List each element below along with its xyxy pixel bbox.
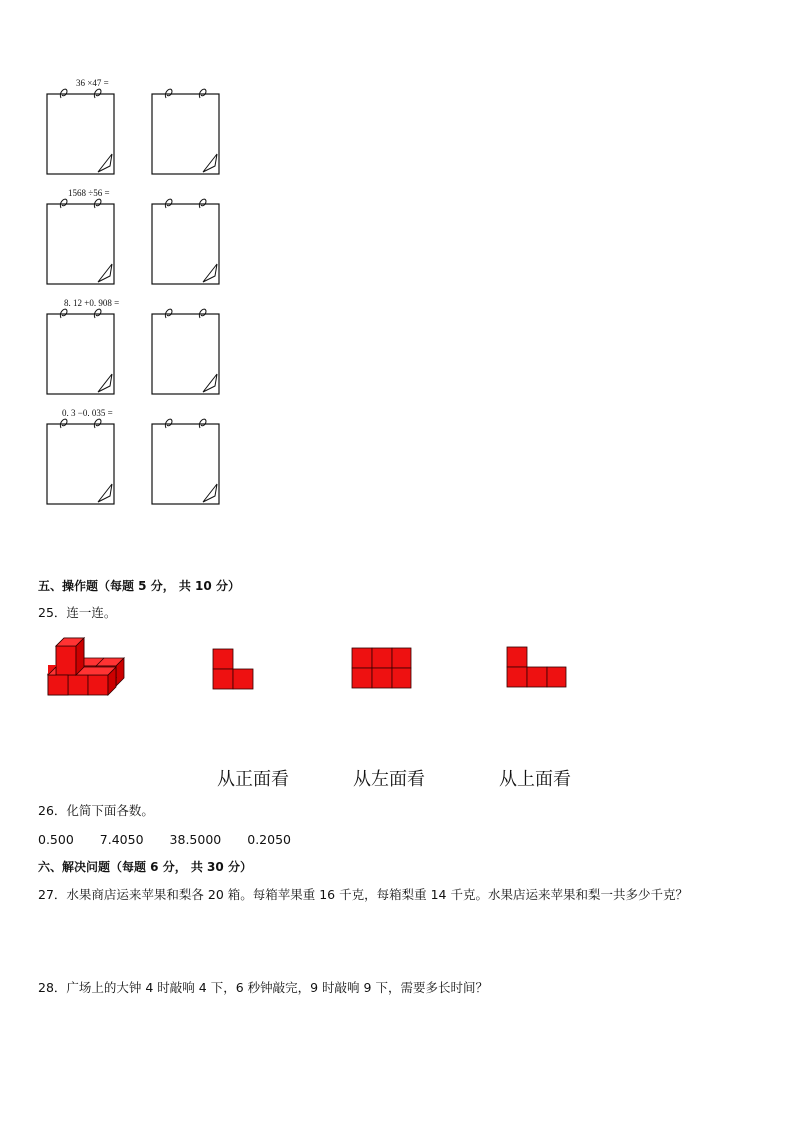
cube-stack-3d[interactable]: [48, 638, 124, 695]
number-item: 0.500: [38, 832, 74, 847]
view-label-top[interactable]: 从上面看: [499, 769, 571, 790]
view-label-left[interactable]: 从左面看: [353, 769, 425, 790]
number-item: 0.2050: [247, 832, 291, 847]
notepad-box[interactable]: [47, 309, 114, 394]
calc-expression: 0. 3 −0. 035 =: [62, 408, 113, 418]
section-6-title: 六、解决问题（每题 6 分， 共 30 分）: [38, 860, 252, 874]
view-figure-l-shape[interactable]: [213, 649, 253, 689]
question-25: 25．连一连。: [38, 605, 117, 620]
number-list: [38, 832, 317, 847]
question-28: 28．广场上的大钟 4 时敲响 4 下，6 秒钟敲完，9 时敲响 9 下，需要多长时间？: [38, 980, 488, 995]
view-figure-rectangle[interactable]: [352, 648, 411, 688]
calc-expression: 1568 ÷56 =: [68, 188, 110, 198]
question-26: 26．化简下面各数。: [38, 803, 154, 818]
notepad-boxes: [0, 0, 794, 520]
section-5-title: 五、操作题（每题 5 分， 共 10 分）: [38, 579, 240, 593]
number-item: 7.4050: [99, 832, 144, 847]
notepad-box[interactable]: [152, 199, 219, 284]
notepad-box[interactable]: [47, 419, 114, 504]
view-figure-wide-l[interactable]: [507, 647, 566, 687]
notepad-box[interactable]: [152, 419, 219, 504]
notepad-box[interactable]: [152, 309, 219, 394]
cube-figures: [0, 630, 794, 710]
number-item: 38.5000: [169, 832, 222, 847]
calc-expression: 8. 12 +0. 908 =: [64, 298, 120, 308]
notepad-box[interactable]: [152, 89, 219, 174]
notepad-box[interactable]: [47, 199, 114, 284]
view-label-front[interactable]: 从正面看: [217, 769, 289, 790]
calc-expression: 36 ×47 =: [76, 78, 109, 88]
question-27: 27．水果商店运来苹果和梨各 20 箱。每箱苹果重 16 千克，每箱梨重 14 千克。水果店运来苹果和梨一共多少千克？: [38, 887, 688, 902]
notepad-box[interactable]: [47, 89, 114, 174]
